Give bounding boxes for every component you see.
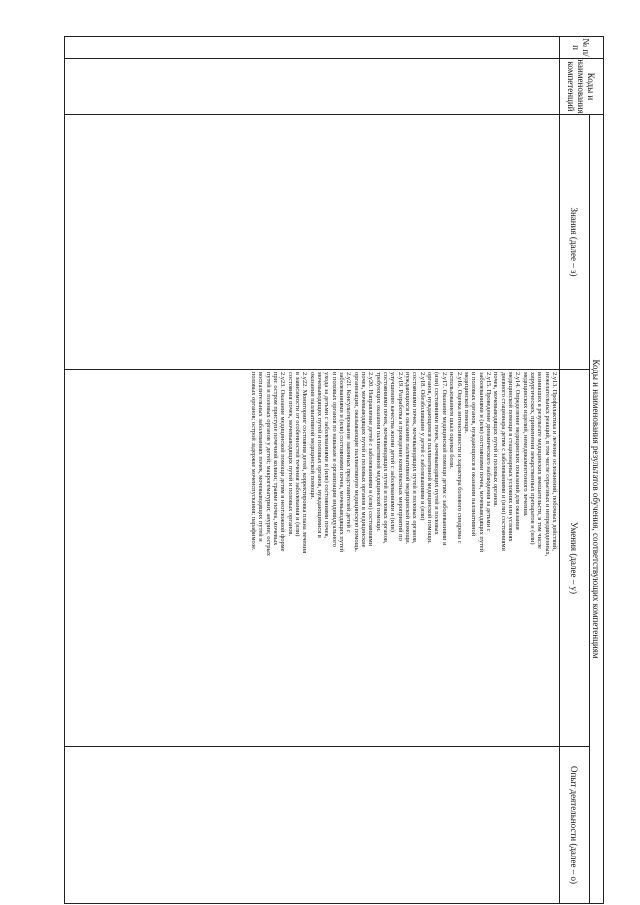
header-number: № п/п (560, 37, 604, 59)
skill-line: 2.у21. Консультирование законных представителей детей с (345, 372, 353, 533)
header-skills: Умения (далее – у) (560, 370, 590, 747)
cell-codes (65, 59, 560, 115)
header-codes: Коды и наименования компетенций (560, 59, 604, 115)
cell-experience (65, 747, 560, 904)
skill-line: воспалительных заболеваниях почек, мочевыводящих путей и (257, 372, 265, 542)
cell-number (65, 37, 560, 59)
skill-line: требующих оказания паллиативной медицинской помощи. (374, 372, 382, 532)
skill-line: почек, мочевыводящих путей и половых органов. (492, 372, 500, 507)
skill-line: 2.у17. Оказание медицинской помощи детям с заболеваниями и (440, 372, 448, 546)
skill-line: 2.у15. Проведение динамического наблюдения за детьми с (484, 372, 492, 532)
skill-line: 2.у18. Обезболивание у детей с заболеваниями и (или) (418, 372, 426, 521)
skill-line: состояния почек, мочевыводящих путей и половых органов. (286, 372, 294, 537)
skill-line: 2.у13. Профилактика и лечение осложнений, побочных действий, (551, 372, 558, 551)
header-knowledge: Знания (далее – з) (560, 115, 590, 370)
skill-line: 2.у16. Оценка интенсивности и характера болевого синдрома с (455, 372, 463, 544)
skill-line: медицинских изделий, немедикаментозного лечения. (521, 372, 529, 517)
competency-table (64, 36, 604, 904)
skill-line: 2.у23. Оказание медицинской помощи детям в неотложной форме (279, 372, 287, 552)
cell-skills (65, 370, 560, 747)
skill-line: органов, нуждающимся в паллиативной медицинской помощи. (426, 372, 434, 544)
skill-line: почек, мочевыводящих путей и половых органов в медицинские (360, 372, 368, 548)
skill-line: и половых органов, нуждающихся в оказании паллиативной (470, 372, 478, 537)
cell-knowledge (65, 115, 560, 370)
skill-line: хирургических, применения лекарственных препаратов и (или) (528, 372, 536, 545)
skill-line: и половых органов по навыкам и организации индивидуального (330, 372, 338, 547)
skill-line: состояниями почек, мочевыводящих путей и половых органов, (411, 372, 419, 544)
skill-line: половых органов; острой задержке мочеиспускания; парафимозе. (249, 372, 257, 551)
skill-line: 2.у19. Разработка и проведение комплексных мероприятий по (396, 372, 404, 541)
skill-line: медицинской помощи в стационарных условиях или условиях (506, 372, 514, 542)
header-experience: Опыт деятельности (далее – о) (560, 747, 590, 904)
skill-line: медицинской помощи. (462, 372, 470, 434)
skill-line: при: остром приступе почечной колики; травме почек, мочевых (271, 372, 279, 546)
skill-line: использованием шкал оценки боли. (448, 372, 456, 469)
skill-line: возникших в результате медицинских вмешательств, в том числе (536, 372, 544, 549)
skill-line: (или) состояниями почек, мочевыводящих путей и половых (433, 372, 441, 535)
competency-table-rotated (64, 36, 604, 903)
skill-line: 2.у22. Мониторинг состояния детей, корректировка плана лечения (301, 372, 309, 554)
skill-line: заболеваниями и (или) состояниями почек, мочевыводящих путей (338, 372, 346, 553)
skill-line: 2.у14. Определение медицинских показаний для оказания (514, 372, 522, 530)
skill-line: дневного стационара детям с заболеваниями и (или) состояниями (499, 372, 507, 551)
skill-line: оказании паллиативной медицинской помощи. (308, 372, 316, 500)
skill-line: мочевыводящих путей и половых органов, нуждающимися в (316, 372, 323, 538)
skill-line: заболеваниями и (или) состояниями почек, мочевыводящих путей (477, 372, 485, 553)
skill-line: 2.у20. Направление детей с заболеваниями и (или) состояниями (367, 372, 375, 547)
skill-line: нуждающихся в оказании паллиативной медицинской помощи. (404, 372, 412, 545)
skill-line: путей и половых органов у детей; макрогематурии; анурии; острых (264, 372, 272, 556)
skill-line: в зависимости от особенностей течения заболевания и (или) (293, 372, 301, 537)
skill-line: состояниями почек, мочевыводящих путей и половых органов, (382, 372, 390, 544)
skill-line: ухода за детьми с заболеваниями и (или) состояниями почек, (323, 372, 331, 539)
skill-line: нежелательных реакций, в том числе серьезных и непредвиденных, (543, 372, 551, 557)
skill-line: улучшению качества жизни детей с заболеваниями и (или) (389, 372, 397, 532)
header-results-group: Коды и наименования результатов обучения, соответствующих компетенциям (590, 115, 604, 904)
skill-line: организации, оказывающие паллиативную медицинскую помощь. (352, 372, 360, 552)
